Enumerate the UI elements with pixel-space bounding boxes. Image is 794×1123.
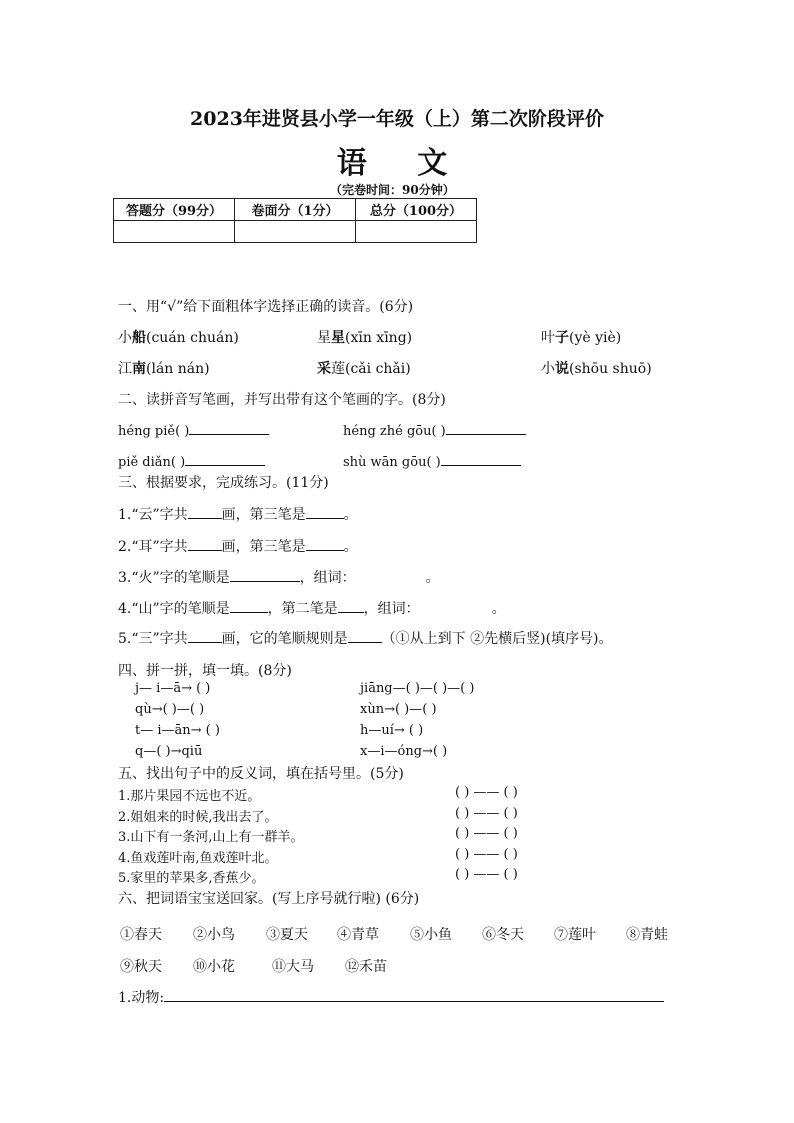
score-header-answer: 答题分（99分） <box>114 199 235 221</box>
word-6: ⑥冬天 <box>482 927 524 943</box>
s5-answer-3[interactable]: ( ) —— ( ) <box>455 826 518 841</box>
s1-item-2: 星星(xīn xīng) <box>317 330 413 346</box>
section4-heading: 四、拼一拼，填一填。(8分) <box>118 663 292 679</box>
s3-line-4: 4.“山”字的笔顺是 ，第二笔是 ，组词： 。 <box>118 601 506 617</box>
exam-duration: （完卷时间：90分钟） <box>330 183 455 197</box>
s4-row4-right: x—i—óng→( ) <box>360 744 448 759</box>
answer-line[interactable] <box>164 987 664 1002</box>
s1-item-4: 江南(lán nán) <box>118 361 210 377</box>
subject-title: 语 文 <box>336 146 468 181</box>
word-3: ③夏天 <box>266 927 308 943</box>
s5-sentence-1: 1.那片果园不远也不近。 <box>118 789 261 804</box>
score-header-neatness: 卷面分（1分） <box>235 199 356 221</box>
score-table <box>113 198 477 243</box>
s3-line-2: 2.“耳”字共 画，第三笔是 。 <box>118 539 358 555</box>
answer-blank[interactable] <box>188 537 222 551</box>
s4-row2-left: qù→( )—( ) <box>135 702 205 717</box>
s5-sentence-2: 2.姐姐来的时候,我出去了。 <box>118 810 278 825</box>
word-12: ⑫禾苗 <box>345 959 387 975</box>
answer-blank[interactable] <box>230 599 268 613</box>
answer-blank[interactable] <box>306 505 344 519</box>
score-cell-neatness[interactable] <box>235 221 356 243</box>
s2-item-2: héng zhé gōu( ) <box>343 421 526 439</box>
word-9: ⑨秋天 <box>120 959 162 975</box>
s3-line-1: 1.“云”字共 画，第三笔是 。 <box>118 507 358 523</box>
s1-item-1: 小船(cuán chuán) <box>118 330 239 346</box>
s5-sentence-4: 4.鱼戏莲叶南,鱼戏莲叶北。 <box>118 851 278 866</box>
s4-row3-right: h—uí→ ( ) <box>360 723 424 738</box>
exam-title: 2023年进贤县小学一年级（上）第二次阶段评价 <box>190 108 604 130</box>
answer-blank[interactable] <box>441 452 521 466</box>
s3-line-5: 5.“三”字共 画，它的笔顺规则是 （①从上到下 ②先横后竖)(填序号)。 <box>118 631 613 647</box>
answer-blank[interactable] <box>306 537 344 551</box>
score-cell-answer[interactable] <box>114 221 235 243</box>
s2-item-4: shù wān gōu( ) <box>343 452 521 470</box>
word-4: ④青草 <box>337 927 379 943</box>
word-2: ②小鸟 <box>193 927 235 943</box>
word-8: ⑧青蛙 <box>626 927 668 943</box>
answer-blank[interactable] <box>338 599 364 613</box>
answer-blank[interactable] <box>230 568 300 582</box>
answer-blank[interactable] <box>188 629 222 643</box>
answer-blank[interactable] <box>348 629 382 643</box>
s1-item-5: 采莲(cǎi chǎi) <box>317 361 411 377</box>
answer-blank[interactable] <box>185 452 265 466</box>
s4-row1-right: jiāng—( )—( )—( ) <box>360 681 475 696</box>
section2-heading: 二、读拼音写笔画，并写出带有这个笔画的字。(8分) <box>118 392 446 408</box>
answer-blank[interactable] <box>189 421 269 435</box>
word-1: ①春天 <box>120 927 162 943</box>
score-header-total: 总分（100分） <box>356 199 477 221</box>
word-10: ⑩小花 <box>193 959 235 975</box>
category-animals: 1.动物: <box>118 987 664 1007</box>
s1-item-6: 小说(shōu shuō) <box>541 361 652 377</box>
section3-heading: 三、根据要求，完成练习。(11分) <box>118 475 329 491</box>
s2-item-3: piě diǎn( ) <box>118 452 265 470</box>
s5-answer-4[interactable]: ( ) —— ( ) <box>455 847 518 862</box>
score-cell-total[interactable] <box>356 221 477 243</box>
word-7: ⑦莲叶 <box>554 927 596 943</box>
word-5: ⑤小鱼 <box>410 927 452 943</box>
word-11: ⑪大马 <box>272 959 314 975</box>
s5-sentence-5: 5.家里的苹果多,香蕉少。 <box>118 871 265 886</box>
s5-answer-1[interactable]: ( ) —— ( ) <box>455 785 518 800</box>
s4-row1-left: j— i—ā→ ( ) <box>135 681 211 696</box>
s4-row4-left: q—( )→qiū <box>135 744 203 759</box>
s5-answer-5[interactable]: ( ) —— ( ) <box>455 867 518 882</box>
s4-row2-right: xùn→( )—( ) <box>360 702 437 717</box>
s3-line-3: 3.“火”字的笔顺是 ，组词： 。 <box>118 570 440 586</box>
section5-heading: 五、找出句子中的反义词，填在括号里。(5分) <box>118 766 404 782</box>
s5-sentence-3: 3.山下有一条河,山上有一群羊。 <box>118 830 304 845</box>
s5-answer-2[interactable]: ( ) —— ( ) <box>455 806 518 821</box>
section6-heading: 六、把词语宝宝送回家。(写上序号就行啦) (6分) <box>118 891 420 907</box>
answer-blank[interactable] <box>188 505 222 519</box>
section1-heading: 一、用“√”给下面粗体字选择正确的读音。(6分) <box>118 299 414 315</box>
answer-blank[interactable] <box>446 421 526 435</box>
s2-item-1: héng piě( ) <box>118 421 269 439</box>
s4-row3-left: t— i—ān→ ( ) <box>135 723 220 738</box>
s1-item-3: 叶子(yè yiè) <box>541 330 622 346</box>
